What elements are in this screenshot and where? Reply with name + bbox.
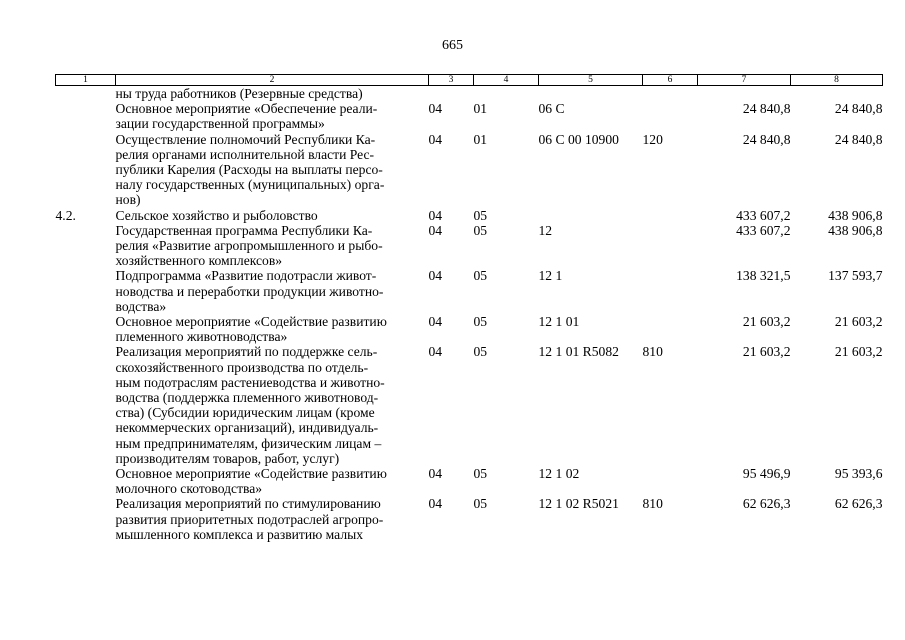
row-name-line: племенного животноводства» (115, 329, 288, 345)
subsection-code: 05 (473, 222, 488, 238)
section-code: 04 (428, 222, 443, 238)
target-article-code: 06 С (538, 101, 565, 117)
row-name-line: Основное мероприятие «Содействие развитию (115, 314, 387, 330)
row-name (116, 223, 429, 269)
row-name-line: ным предпринимателям, физическим лицам – (115, 435, 382, 451)
row-name (116, 314, 429, 344)
section-code (429, 86, 474, 102)
table-row (56, 86, 883, 102)
row-name-line: хозяйственного комплексов» (115, 253, 283, 269)
budget-table (55, 74, 883, 542)
row-number (56, 268, 116, 314)
row-name-line: Основное мероприятие «Обеспечение реали- (115, 101, 378, 117)
column-header: 5 (539, 75, 643, 86)
amount-column-8: 21 603,2 (834, 314, 883, 330)
target-article-code: 12 1 01 R5082 (538, 344, 619, 360)
section-code: 04 (428, 466, 443, 482)
amount-column-8: 21 603,2 (834, 344, 883, 360)
subsection-code: 05 (473, 207, 488, 223)
row-name-line: релия органами исполнительной власти Рес- (115, 146, 375, 162)
target-article-code: 12 (538, 222, 553, 238)
column-header: 7 (698, 75, 791, 86)
amount-column-7: 21 603,2 (742, 344, 791, 360)
row-name (116, 132, 429, 208)
table-row (56, 314, 883, 344)
row-name (116, 208, 429, 223)
row-name-line: молочного скотоводства» (115, 481, 263, 497)
amount-column-8 (791, 86, 883, 102)
section-code: 04 (428, 496, 443, 512)
row-number (56, 86, 116, 102)
amount-column-8: 137 593,7 (828, 268, 883, 284)
row-name (116, 344, 429, 466)
amount-column-7: 24 840,8 (742, 131, 791, 147)
row-name-line: ным подотраслям растениеводства и животно- (115, 374, 385, 390)
row-name (116, 101, 429, 131)
amount-column-7: 62 626,3 (742, 496, 791, 512)
row-name (116, 466, 429, 496)
subsection-code: 05 (473, 496, 488, 512)
amount-column-7: 433 607,2 (736, 222, 791, 238)
table-row (56, 223, 883, 269)
target-article-code: 12 1 (538, 268, 563, 284)
row-number: 4.2. (55, 207, 76, 223)
section-code: 04 (428, 131, 443, 147)
expense-type-code (643, 223, 698, 269)
expense-type-code: 120 (642, 131, 663, 147)
target-article-code (539, 86, 643, 102)
row-name-line: ны труда работников (Резервные средства) (115, 86, 363, 101)
expense-type-code (643, 466, 698, 496)
amount-column-7: 95 496,9 (742, 466, 791, 482)
row-number (56, 132, 116, 208)
expense-type-code (643, 86, 698, 102)
amount-column-7: 21 603,2 (742, 314, 791, 330)
subsection-code: 05 (473, 268, 488, 284)
page-number: 665 (442, 38, 463, 53)
column-header: 3 (429, 75, 474, 86)
amount-column-8: 438 906,8 (828, 222, 883, 238)
row-name-line: Государственная программа Республики Ка- (115, 222, 373, 238)
row-name-line: производителям товаров, работ, услуг) (115, 450, 340, 466)
row-name-line: развития приоритетных подотраслей агропро- (115, 511, 384, 527)
amount-column-7: 24 840,8 (742, 101, 791, 117)
row-name-line: Реализация мероприятий по стимулированию (115, 496, 381, 512)
table-row (56, 466, 883, 496)
subsection-code: 05 (473, 466, 488, 482)
column-header: 8 (791, 75, 883, 86)
row-number (56, 466, 116, 496)
expense-type-code (643, 101, 698, 131)
row-name (116, 268, 429, 314)
column-header: 1 (56, 75, 116, 86)
amount-column-8: 95 393,6 (834, 466, 883, 482)
table-row (56, 496, 883, 542)
row-name-line: скохозяйственного производства по отдель- (115, 359, 369, 375)
section-code: 04 (428, 268, 443, 284)
table-row (56, 101, 883, 131)
row-name-line: Основное мероприятие «Содействие развитию (115, 466, 387, 482)
row-name-line: Сельское хозяйство и рыболовство (115, 207, 318, 223)
amount-column-7: 433 607,2 (736, 207, 791, 223)
table-row (56, 268, 883, 314)
target-article-code: 12 1 01 (538, 314, 580, 330)
row-name-line: Подпрограмма «Развитие подотрасли живот- (115, 268, 377, 284)
row-name-line: мышленного комплекса и развитию малых (115, 526, 364, 542)
target-article-code: 06 С 00 10900 (538, 131, 619, 147)
row-name-line: Осуществление полномочий Республики Ка- (115, 131, 376, 147)
row-name (116, 86, 429, 102)
table-row (56, 132, 883, 208)
expense-type-code (643, 268, 698, 314)
row-number (56, 344, 116, 466)
row-name-line: новодства и переработки продукции животно- (115, 283, 384, 299)
row-name-line: налу государственных (муниципальных) орга- (115, 177, 385, 193)
row-name-line: некоммерческих организаций), индивидуаль- (115, 420, 379, 436)
section-code: 04 (428, 207, 443, 223)
target-article-code: 12 1 02 R5021 (538, 496, 619, 512)
amount-column-8: 62 626,3 (834, 496, 883, 512)
subsection-code: 05 (473, 314, 488, 330)
amount-column-7: 138 321,5 (736, 268, 791, 284)
row-number (56, 223, 116, 269)
row-number (56, 314, 116, 344)
expense-type-code (643, 314, 698, 344)
table-row (56, 344, 883, 466)
row-name-line: ства) (Субсидии юридическим лицам (кроме (115, 405, 375, 421)
row-name-line: публики Карелия (Расходы на выплаты персо- (115, 162, 383, 178)
column-header-row (56, 75, 883, 86)
subsection-code: 01 (473, 101, 488, 117)
row-name-line: водства (поддержка племенного животновод- (115, 390, 379, 406)
column-header: 4 (474, 75, 539, 86)
row-name (116, 496, 429, 542)
amount-column-7 (698, 86, 791, 102)
row-name-line: нов) (115, 192, 141, 208)
column-header: 6 (643, 75, 698, 86)
subsection-code: 05 (473, 344, 488, 360)
amount-column-8: 24 840,8 (834, 131, 883, 147)
section-code: 04 (428, 344, 443, 360)
section-code: 04 (428, 314, 443, 330)
amount-column-8: 24 840,8 (834, 101, 883, 117)
expense-type-code: 810 (642, 496, 663, 512)
column-header: 2 (116, 75, 429, 86)
section-code: 04 (428, 101, 443, 117)
row-name-line: зации государственной программы» (115, 116, 325, 132)
target-article-code: 12 1 02 (538, 466, 580, 482)
expense-type-code (643, 208, 698, 223)
table-row (56, 208, 883, 223)
row-name-line: Реализация мероприятий по поддержке сель- (115, 344, 378, 360)
subsection-code (474, 86, 539, 102)
row-name-line: водства» (115, 298, 167, 314)
row-name-line: релия «Развитие агропромышленного и рыбо- (115, 238, 383, 254)
row-number (56, 496, 116, 542)
target-article-code (539, 208, 643, 223)
expense-type-code: 810 (642, 344, 663, 360)
subsection-code: 01 (473, 131, 488, 147)
row-number (56, 101, 116, 131)
amount-column-8: 438 906,8 (828, 207, 883, 223)
